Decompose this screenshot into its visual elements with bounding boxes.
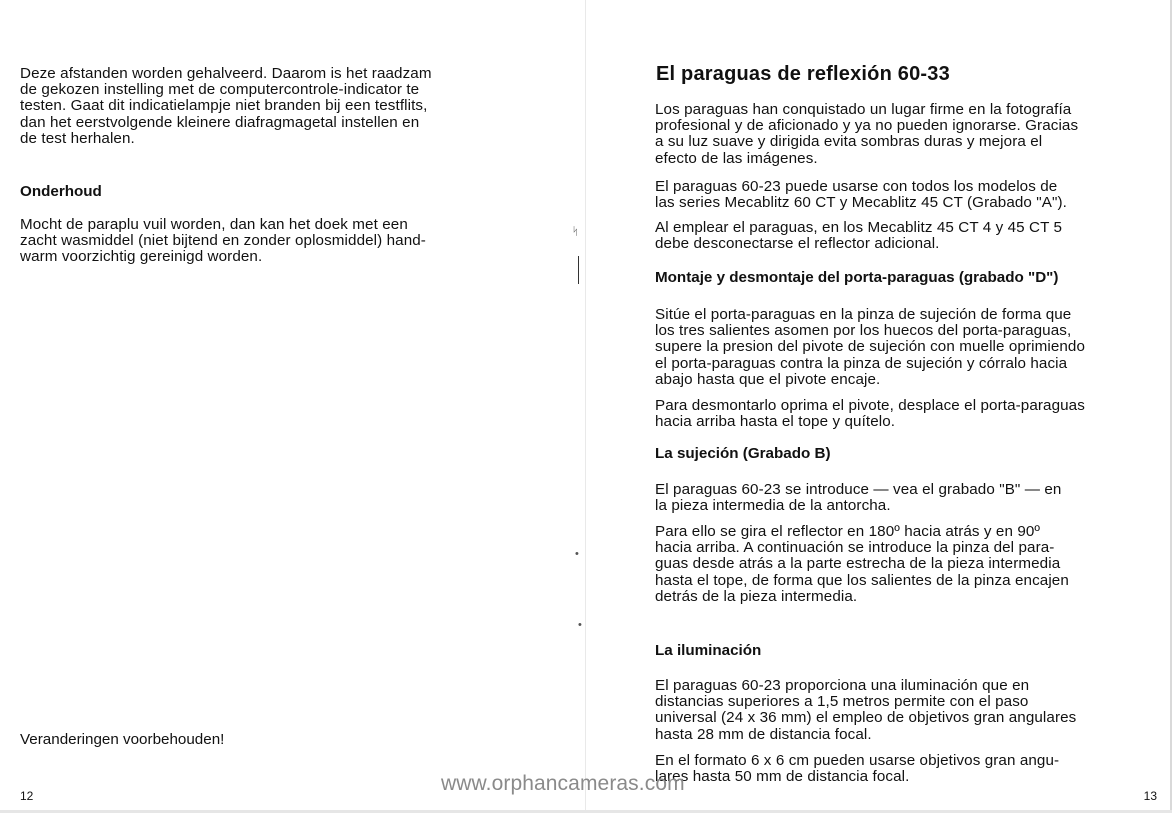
- closing-note: Veranderingen voorbehouden!: [20, 731, 225, 748]
- sujecion-paragraph-2: Para ello se gira el reflector en 180º hacia atrás y en 90º hacia arriba. A continuación se introduce la pinza del para- guas desde atrás a la parte estrecha de la pieza intermedia hasta el tope, de forma que los salientes de la pinza encajen detrás de la pieza intermedia.: [655, 523, 1069, 605]
- spanish-intro-paragraph-2: El paraguas 60-23 puede usarse con todos los modelos de las series Mecablitz 60 CT y Mecablitz 45 CT (Grabado "A").: [655, 178, 1067, 212]
- left-page: [0, 0, 585, 813]
- spanish-intro-paragraph-3: Al emplear el paraguas, en los Mecablitz 45 CT 4 y 45 CT 5 debe desconectarse el reflector adicional.: [655, 219, 1063, 253]
- dutch-paragraph-calibration: Deze afstanden worden gehalveerd. Daarom is het raadzam de gekozen instelling met de computercontrole-indicator te testen. Gaat dit indicatielampje niet branden bij een testflits, dan het eerstvolgende kleinere diafragmagetal instellen en de test herhalen.: [20, 65, 432, 147]
- gutter-mark-low: •: [578, 619, 582, 631]
- right-page-number: 13: [1143, 789, 1157, 803]
- heading-iluminacion: La iluminación: [655, 642, 762, 659]
- gutter-mark-mid: •: [575, 548, 579, 560]
- page-title: El paraguas de reflexión 60-33: [656, 63, 950, 85]
- montaje-paragraph-2: Para desmontarlo oprima el pivote, desplace el porta-paraguas hacia arriba hasta el tope y quítelo.: [655, 397, 1085, 431]
- iluminacion-paragraph-1: El paraguas 60-23 proporciona una iluminación que en distancias superiores a 1,5 metros permite con el paso universal (24 x 36 mm) el empleo de objetivos gran angulares hasta 28 mm de distancia focal.: [655, 677, 1077, 743]
- heading-montaje: Montaje y desmontaje del porta-paraguas (grabado "D"): [655, 269, 1059, 286]
- iluminacion-paragraph-2: En el formato 6 x 6 cm pueden usarse objetivos gran angu- lares hasta 50 mm de distancia focal.: [655, 752, 1060, 786]
- gutter-mark-line: [578, 256, 579, 284]
- website-watermark: www.orphancameras.com: [441, 772, 685, 795]
- left-page-number: 12: [20, 789, 34, 803]
- dutch-paragraph-maintenance: Mocht de paraplu vuil worden, dan kan het doek met een zacht wasmiddel (niet bijtend en zonder oplosmiddel) hand- warm voorzichtig gereinigd worden.: [20, 216, 426, 266]
- gutter-mark-top: ᛋ: [572, 226, 579, 238]
- spanish-intro-paragraph-1: Los paraguas han conquistado un lugar firme en la fotografía profesional y de aficionado y ya no pueden ignorarse. Gracias a su luz suave y dirigida evita sombras duras y mejora el efecto de las imágenes.: [655, 101, 1079, 167]
- sujecion-paragraph-1: El paraguas 60-23 se introduce — vea el grabado "B" — en la pieza intermedia de la antorcha.: [655, 481, 1062, 515]
- right-page: [586, 0, 1172, 813]
- heading-onderhoud: Onderhoud: [20, 183, 102, 200]
- heading-sujecion: La sujeción (Grabado B): [655, 445, 831, 462]
- montaje-paragraph-1: Sitúe el porta-paraguas en la pinza de sujeción de forma que los tres salientes asomen por los huecos del porta-paraguas, supere la presion del pivote de sujeción con muelle oprimiendo el porta-paraguas contra la pinza de sujeción y córralo hacia abajo hasta que el pivote encaje.: [655, 306, 1086, 388]
